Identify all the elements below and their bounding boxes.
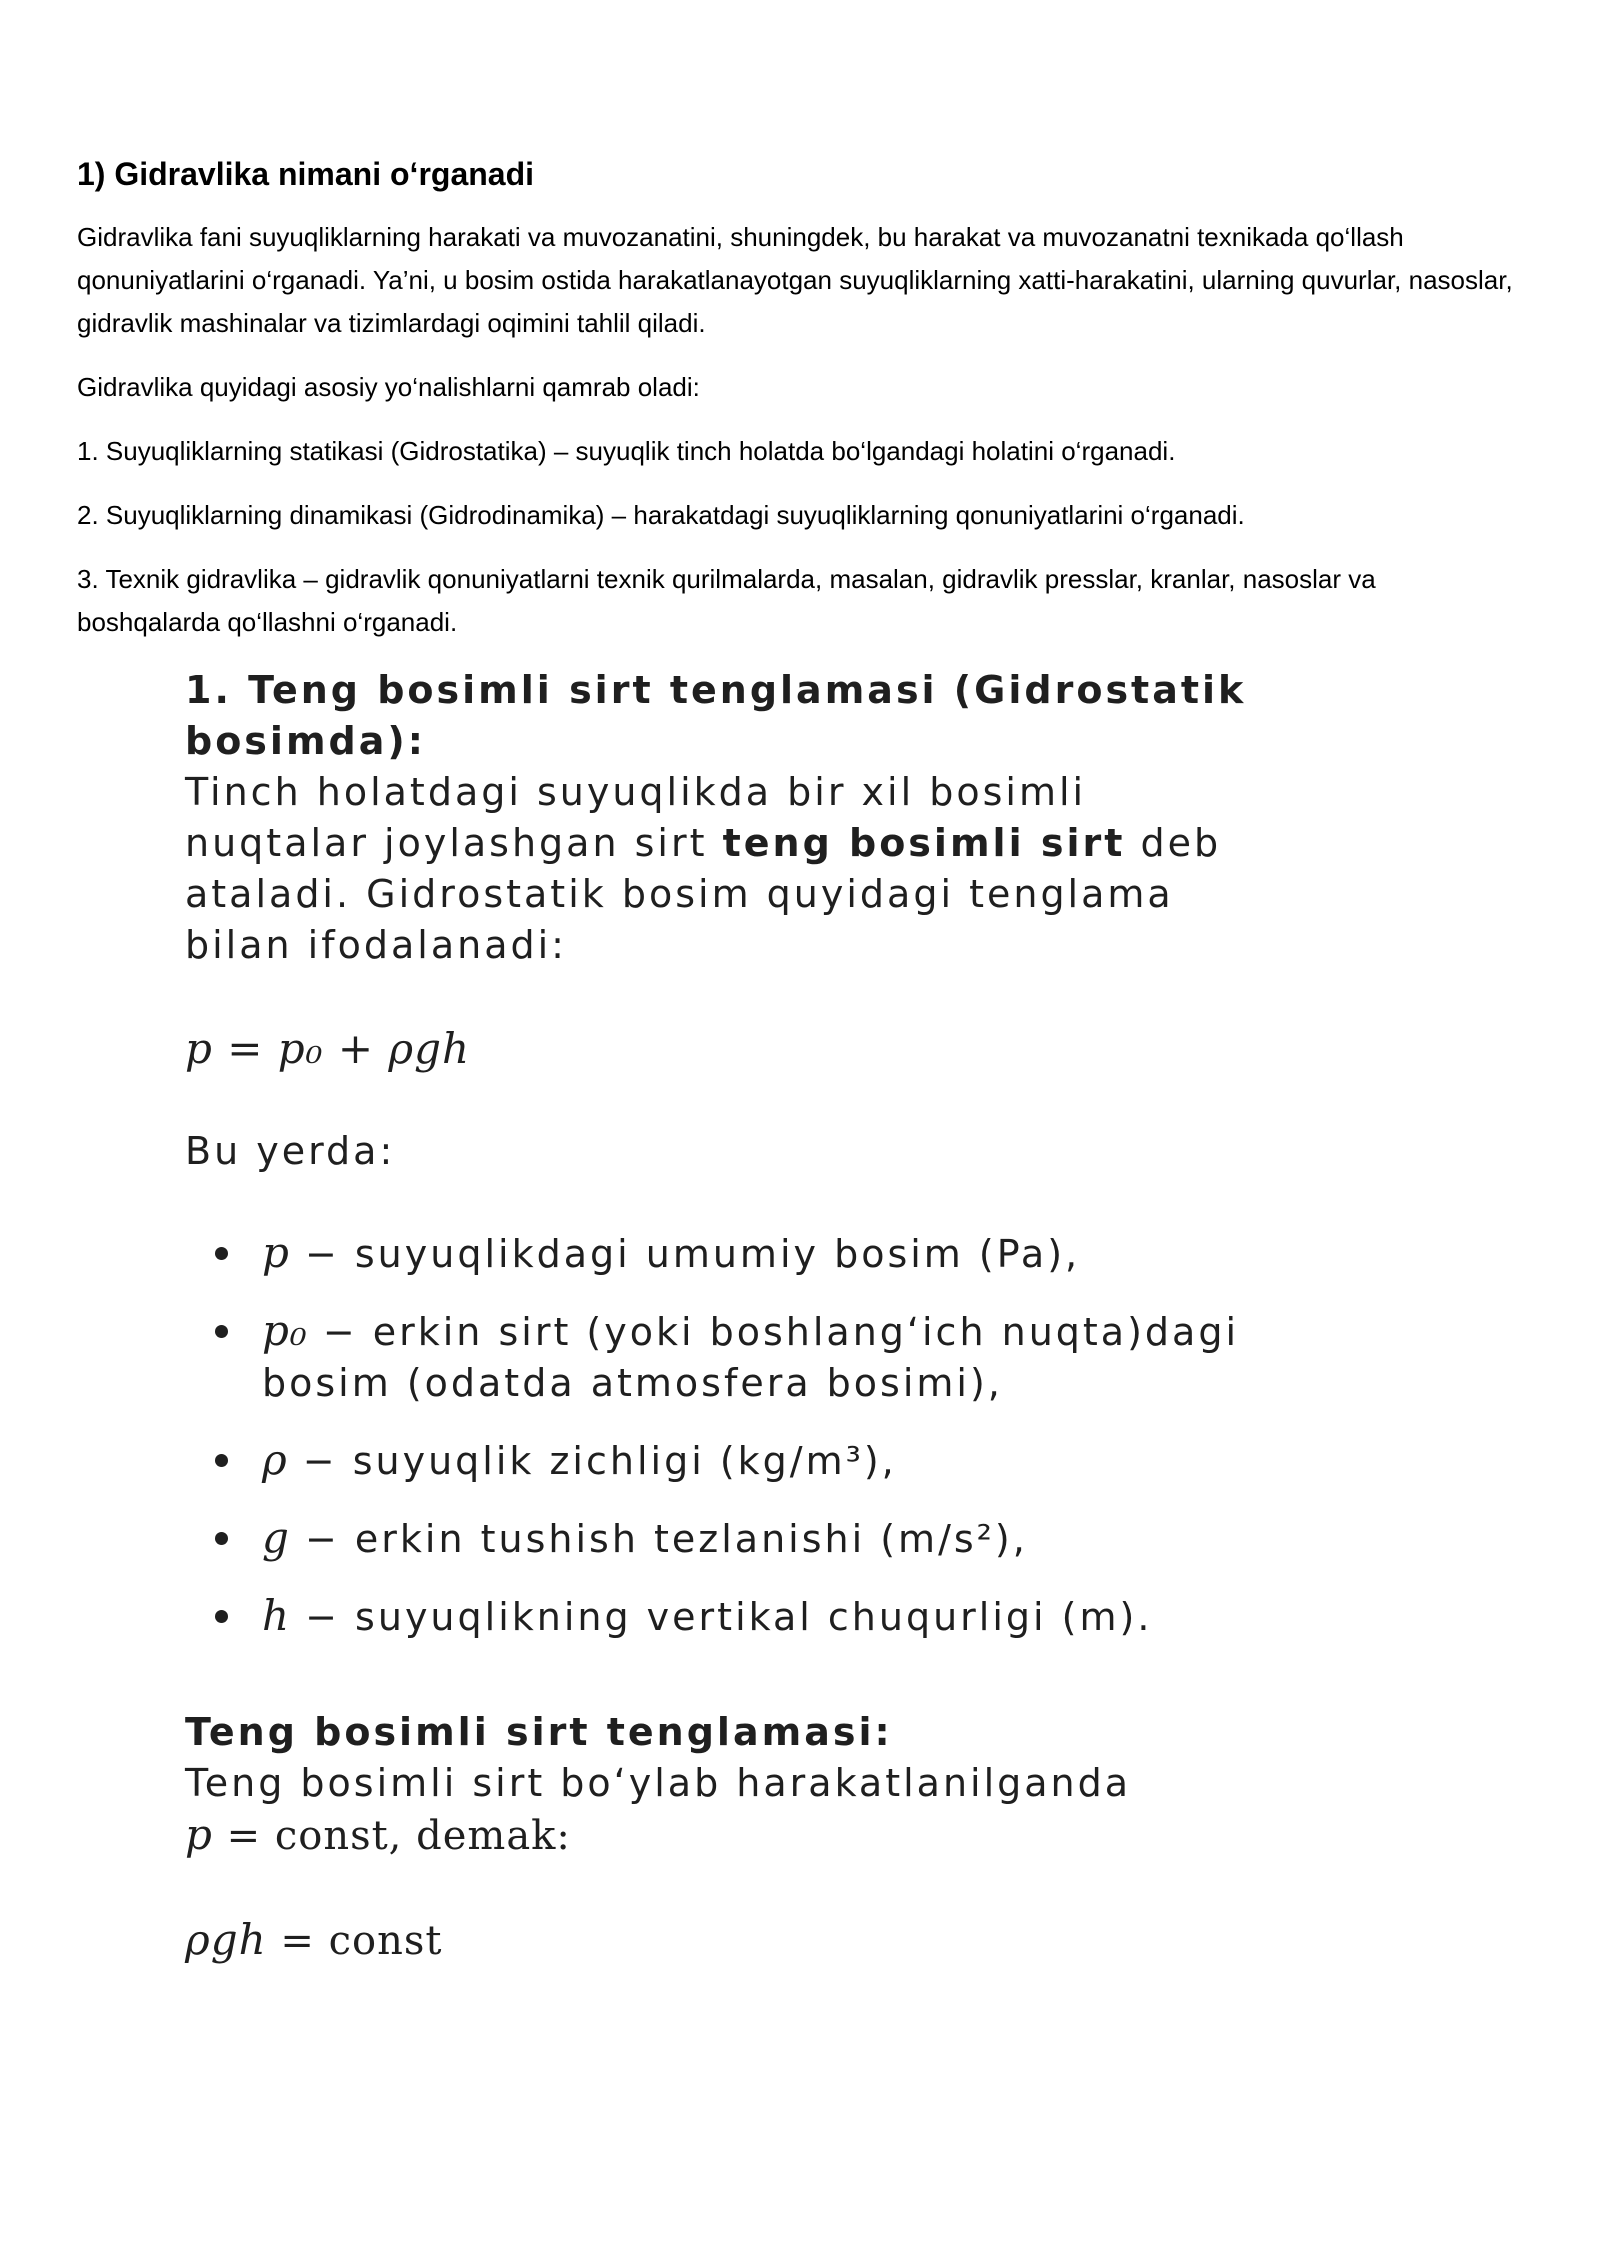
equal-pressure-text: Teng bosimli sirt bo‘ylab harakatlanilganda (185, 1761, 1132, 1805)
intro-line2 (185, 818, 1555, 869)
formula-hydrostatic: p = p₀ + ρgh (185, 1024, 471, 1073)
document-text (77, 152, 1517, 665)
variable-desc-cont: bosim (odatda atmosfera bosimi), (262, 1361, 1003, 1405)
bullet-icon (215, 1454, 228, 1467)
variable-symbol: ρ (262, 1435, 288, 1484)
bullet-icon (215, 1532, 228, 1545)
variable-symbol: h (262, 1591, 291, 1640)
variable-symbol: g (262, 1513, 290, 1562)
paragraph-intro: Gidravlika fani suyuqliklarning harakati va muvozanatini, shuningdek, bu harakat va muvozanatni texnikada qo‘llash qonuniyatlarini o‘rganadi. Ya’ni, u bosim ostida harakatlanayotgan suyuqliklarning xatti-harakatini, ularning quvurlar, nasoslar, gidravlik mashinalar va tizimlardagi oqimini tahlil qiladi. (77, 222, 1513, 338)
intro-line2-post: deb (1125, 821, 1222, 865)
where-label: Bu yerda: (185, 1129, 396, 1173)
list-item (185, 1512, 1555, 1565)
list-item (185, 1227, 1555, 1280)
formula-final-rest: = const (266, 1918, 443, 1964)
list-item (185, 1590, 1555, 1643)
variable-desc: − erkin sirt (yoki boshlang‘ich nuqta)dagi (307, 1310, 1240, 1354)
const-line (185, 1809, 1555, 1862)
intro-line4: bilan ifodalanadi: (185, 923, 567, 967)
intro-line3: ataladi. Gidrostatik bosim quyidagi tenglama (185, 872, 1174, 916)
formula-final (185, 1914, 1555, 1967)
bullet-icon (215, 1247, 228, 1260)
list-item-statics: 1. Suyuqliklarning statikasi (Gidrostatika) – suyuqlik tinch holatda bo‘lgandagi holatini o‘rganadi. (77, 436, 1176, 466)
variable-list (185, 1227, 1555, 1643)
screenshot-title-line1: 1. Teng bosimli sirt tenglamasi (Gidrostatik (185, 668, 1247, 712)
variable-symbol: p (262, 1228, 290, 1277)
intro-line2-pre: nuqtalar joylashgan sirt (185, 821, 723, 865)
screenshot-title-line2: bosimda): (185, 719, 426, 763)
section-heading: 1) Gidravlika nimani o‘rganadi (77, 156, 535, 192)
bullet-icon (215, 1325, 228, 1338)
paragraph-directions: Gidravlika quyidagi asosiy yo‘nalishlarni qamrab oladi: (77, 372, 700, 402)
variable-desc: − erkin tushish tezlanishi (m/s²), (289, 1517, 1028, 1561)
const-variable: p (185, 1810, 213, 1859)
list-item-dynamics: 2. Suyuqliklarning dinamikasi (Gidrodinamika) – harakatdagi suyuqliklarning qonuniyatlarini o‘rganadi. (77, 500, 1245, 530)
list-item (185, 1434, 1555, 1487)
bullet-icon (215, 1610, 228, 1623)
intro-line1: Tinch holatdagi suyuqlikda bir xil bosimli (185, 770, 1087, 814)
variable-desc: − suyuqlikning vertikal chuqurligi (m). (290, 1595, 1153, 1639)
list-item (185, 1305, 1555, 1409)
variable-desc: − suyuqlik zichligi (kg/m³), (287, 1439, 897, 1483)
list-item-technical: 3. Texnik gidravlika – gidravlik qonuniyatlarni texnik qurilmalarda, masalan, gidravlik presslar, kranlar, nasoslar va boshqalarda qo‘llashni o‘rganadi. (77, 564, 1376, 637)
formula-final-var: ρgh (185, 1915, 267, 1964)
equal-pressure-heading: Teng bosimli sirt tenglamasi: (185, 1710, 893, 1754)
variable-symbol: p₀ (262, 1306, 308, 1355)
embedded-screenshot (185, 665, 1555, 1967)
intro-line2-bold: teng bosimli sirt (722, 821, 1126, 865)
const-text: = const, demak: (212, 1813, 571, 1859)
variable-desc: − suyuqlikdagi umumiy bosim (Pa), (289, 1232, 1081, 1276)
